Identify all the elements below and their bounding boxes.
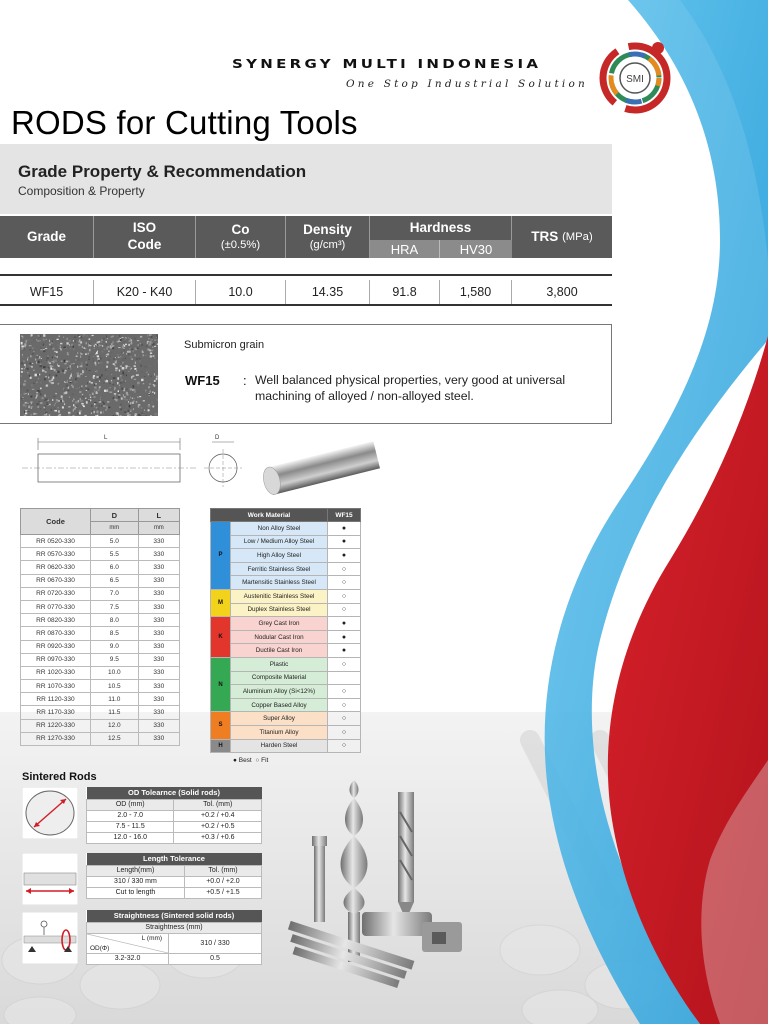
grade-table-row	[0, 280, 612, 304]
grain-grade: WF15	[185, 373, 220, 388]
rod-code-table	[20, 508, 180, 746]
code-cell-code: RR 0670-330	[21, 574, 91, 587]
code-cell-l: 330	[138, 600, 179, 613]
material-name: Super Alloy	[231, 712, 328, 726]
code-cell-d: 8.0	[91, 614, 139, 627]
code-row	[21, 587, 180, 600]
od-tolerance-table	[86, 787, 262, 844]
code-cell-code: RR 0570-330	[21, 548, 91, 561]
code-row	[21, 548, 180, 561]
code-cell-l: 330	[138, 561, 179, 574]
page-title: RODS for Cutting Tools	[11, 104, 358, 141]
recommendation-mark: ●	[328, 644, 361, 658]
code-cell-l: 330	[138, 535, 179, 548]
code-cell-d: 11.0	[91, 693, 139, 706]
tolerance-cell: Cut to length	[87, 887, 185, 898]
code-cell-l: 330	[138, 732, 179, 745]
code-row	[21, 614, 180, 627]
code-row	[21, 666, 180, 679]
tolerance-cell: +0.2 / +0.5	[174, 821, 262, 832]
code-cell-d: 5.0	[91, 535, 139, 548]
tolerance-cell: 12.0 - 16.0	[87, 832, 174, 843]
code-cell-d: 6.0	[91, 561, 139, 574]
diameter-label: D	[215, 435, 220, 441]
corner-od: OD(Φ)	[90, 944, 110, 952]
d-unit: mm	[91, 522, 139, 535]
material-name: Grey Cast Iron	[231, 617, 328, 631]
material-name: Plastic	[231, 657, 328, 671]
grain-colon: :	[243, 373, 247, 388]
legend	[233, 757, 268, 764]
code-cell-d: 10.5	[91, 680, 139, 693]
tolerance-cell: 7.5 - 11.5	[87, 821, 174, 832]
code-row	[21, 627, 180, 640]
od-col1: OD (mm)	[87, 799, 174, 810]
code-cell-d: 7.5	[91, 600, 139, 613]
code-cell-code: RR 1170-330	[21, 706, 91, 719]
code-cell-d: 6.5	[91, 574, 139, 587]
code-row	[21, 535, 180, 548]
material-name: Ferritic Stainless Steel	[231, 562, 328, 576]
code-cell-code: RR 0970-330	[21, 653, 91, 666]
tolerance-cell: +0.2 / +0.4	[174, 810, 262, 821]
code-cell-d: 12.0	[91, 719, 139, 732]
code-cell-d: 11.5	[91, 706, 139, 719]
tolerance-cell: 0.5	[169, 953, 262, 964]
cell-grade: WF15	[0, 280, 94, 304]
tolerance-cell: 2.0 - 7.0	[87, 810, 174, 821]
code-cell-code: RR 1220-330	[21, 719, 91, 732]
work-material-row	[211, 522, 361, 536]
col-hv30: HV30	[440, 240, 512, 258]
grain-micrograph	[20, 334, 158, 416]
code-cell-code: RR 0520-330	[21, 535, 91, 548]
cutting-tools-illustration	[262, 772, 492, 1002]
recommendation-mark: ○	[328, 576, 361, 590]
recommendation-mark: ○	[328, 603, 361, 617]
cell-iso: K20 - K40	[94, 280, 196, 304]
od-tolerance-diagram	[22, 787, 78, 839]
code-cell-code: RR 1020-330	[21, 666, 91, 679]
tolerance-cell: 3.2-32.0	[87, 953, 169, 964]
work-material-header: Work Material	[211, 509, 328, 522]
straightness-diagram	[22, 912, 78, 964]
code-cell-code: RR 0620-330	[21, 561, 91, 574]
work-material-row	[211, 644, 361, 658]
grade-table-rule-top	[0, 274, 612, 276]
recommendation-mark: ○	[328, 712, 361, 726]
straightness-corner	[87, 933, 169, 953]
tolerance-row	[87, 887, 262, 898]
iso-group-letter: S	[211, 712, 231, 739]
legend-best: ● Best	[233, 757, 252, 764]
code-row	[21, 706, 180, 719]
code-cell-l: 330	[138, 719, 179, 732]
code-cell-l: 330	[138, 680, 179, 693]
length-tolerance-diagram	[22, 853, 78, 905]
code-cell-l: 330	[138, 614, 179, 627]
material-name: Composite Material	[231, 671, 328, 685]
tolerance-row	[87, 953, 262, 964]
code-cell-code: RR 0770-330	[21, 600, 91, 613]
l-header: L	[138, 509, 179, 522]
code-cell-code: RR 0720-330	[21, 587, 91, 600]
work-material-row	[211, 671, 361, 685]
corner-length: L (mm)	[141, 934, 163, 942]
work-material-row	[211, 549, 361, 563]
code-cell-d: 8.5	[91, 627, 139, 640]
tolerance-cell: +0.5 / +1.5	[184, 887, 261, 898]
grade-table-rule-bottom	[0, 304, 612, 306]
recommendation-mark: ○	[328, 685, 361, 699]
material-name: Nodular Cast Iron	[231, 630, 328, 644]
col-density: Density (g/cm³)	[286, 216, 370, 258]
straightness-subcaption: Straightness (mm)	[87, 922, 262, 933]
code-row	[21, 640, 180, 653]
work-material-row	[211, 739, 361, 753]
code-cell-code: RR 0820-330	[21, 614, 91, 627]
work-material-row	[211, 685, 361, 699]
col-grade: Grade	[0, 216, 94, 258]
material-name: Duplex Stainless Steel	[231, 603, 328, 617]
iso-group-letter: M	[211, 589, 231, 616]
col-co: Co (±0.5%)	[196, 216, 286, 258]
tolerance-row	[87, 821, 262, 832]
code-row	[21, 693, 180, 706]
length-label: L	[104, 435, 108, 441]
code-cell-l: 330	[138, 666, 179, 679]
material-name: Aluminium Alloy (Si<12%)	[231, 685, 328, 699]
length-tolerance-caption: Length Tolerance	[87, 853, 262, 865]
recommendation-mark: ●	[328, 617, 361, 631]
iso-group-letter: H	[211, 739, 231, 753]
material-name: Low / Medium Alloy Steel	[231, 535, 328, 549]
company-name: SYNERGY MULTI INDONESIA	[232, 56, 542, 72]
recommendation-mark: ○	[328, 562, 361, 576]
code-row	[21, 680, 180, 693]
work-material-row	[211, 630, 361, 644]
code-cell-code: RR 0870-330	[21, 627, 91, 640]
rod-dimension-drawing	[18, 432, 388, 502]
work-material-row	[211, 698, 361, 712]
recommendation-mark	[328, 671, 361, 685]
code-cell-l: 330	[138, 693, 179, 706]
material-name: Titanium Alloy	[231, 725, 328, 739]
code-cell-l: 330	[138, 548, 179, 561]
legend-fit: ○ Fit	[255, 757, 269, 764]
code-row	[21, 600, 180, 613]
code-cell-l: 330	[138, 706, 179, 719]
recommendation-mark: ○	[328, 589, 361, 603]
tolerance-row	[87, 876, 262, 887]
logo-text: SMI	[626, 74, 644, 85]
work-material-row	[211, 617, 361, 631]
grain-label: Submicron grain	[184, 339, 265, 351]
d-header: D	[91, 509, 139, 522]
od-col2: Tol. (mm)	[174, 799, 262, 810]
work-material-table	[210, 508, 361, 753]
grade-section-subtitle: Composition & Property	[18, 184, 145, 198]
code-row	[21, 732, 180, 745]
iso-group-letter: K	[211, 617, 231, 658]
l-unit: mm	[138, 522, 179, 535]
col-hra: HRA	[370, 240, 440, 258]
material-name: Martensitic Stainless Steel	[231, 576, 328, 590]
straightness-col: 310 / 330	[169, 933, 262, 953]
col-hardness: Hardness	[370, 216, 512, 240]
company-tagline: One Stop Industrial Solution	[346, 78, 588, 90]
work-material-row	[211, 562, 361, 576]
work-material-row	[211, 603, 361, 617]
code-cell-d: 10.0	[91, 666, 139, 679]
straightness-table	[86, 910, 262, 965]
od-tolerance-caption: OD Tolearnce (Solid rods)	[87, 787, 262, 799]
tolerance-cell: +0.0 / +2.0	[184, 876, 261, 887]
straightness-caption: Straightness (Sintered solid rods)	[87, 910, 262, 922]
work-material-row	[211, 657, 361, 671]
cell-hra: 91.8	[370, 280, 440, 304]
iso-group-letter: N	[211, 657, 231, 711]
iso-group-letter: P	[211, 522, 231, 590]
tolerance-row	[87, 832, 262, 843]
material-name: High Alloy Steel	[231, 549, 328, 563]
work-material-row	[211, 535, 361, 549]
code-cell-l: 330	[138, 640, 179, 653]
grain-description: Well balanced physical properties, very good at universal machining of alloyed / non-alloyed steel.	[255, 373, 566, 403]
code-cell-l: 330	[138, 653, 179, 666]
code-row	[21, 719, 180, 732]
tolerance-cell: +0.3 / +0.6	[174, 832, 262, 843]
grade-section-title: Grade Property & Recommendation	[18, 162, 307, 181]
code-cell-code: RR 1120-330	[21, 693, 91, 706]
work-material-row	[211, 712, 361, 726]
recommendation-mark: ●	[328, 630, 361, 644]
length-col1: Length(mm)	[87, 865, 185, 876]
code-cell-d: 12.5	[91, 732, 139, 745]
recommendation-mark: ●	[328, 549, 361, 563]
cell-co: 10.0	[196, 280, 286, 304]
material-name: Non Alloy Steel	[231, 522, 328, 536]
recommendation-mark: ○	[328, 725, 361, 739]
col-trs: TRS (MPa)	[531, 228, 593, 244]
code-cell-d: 9.0	[91, 640, 139, 653]
recommendation-mark: ○	[328, 739, 361, 753]
col-iso: ISO Code	[94, 216, 196, 258]
recommendation-mark: ○	[328, 698, 361, 712]
code-header: Code	[21, 509, 91, 535]
recommendation-mark: ●	[328, 522, 361, 536]
length-col2: Tol. (mm)	[184, 865, 261, 876]
material-name: Ductile Cast Iron	[231, 644, 328, 658]
code-row	[21, 574, 180, 587]
tolerance-cell: 310 / 330 mm	[87, 876, 185, 887]
grade-table	[0, 216, 612, 306]
recommendation-mark: ○	[328, 657, 361, 671]
code-cell-l: 330	[138, 587, 179, 600]
tolerance-row	[87, 810, 262, 821]
work-material-row	[211, 589, 361, 603]
material-name: Austenitic Stainless Steel	[231, 589, 328, 603]
length-tolerance-table	[86, 853, 262, 899]
code-cell-d: 5.5	[91, 548, 139, 561]
code-cell-code: RR 1270-330	[21, 732, 91, 745]
material-name: Copper Based Alloy	[231, 698, 328, 712]
wf15-header: WF15	[328, 509, 361, 522]
code-cell-d: 7.0	[91, 587, 139, 600]
code-row	[21, 561, 180, 574]
code-cell-l: 330	[138, 574, 179, 587]
cell-trs: 3,800	[546, 285, 578, 299]
material-name: Harden Steel	[231, 739, 328, 753]
work-material-row	[211, 725, 361, 739]
recommendation-mark: ●	[328, 535, 361, 549]
code-cell-d: 9.5	[91, 653, 139, 666]
cell-density: 14.35	[286, 280, 370, 304]
sintered-rods-title: Sintered Rods	[22, 771, 97, 783]
smi-logo	[596, 38, 674, 116]
work-material-row	[211, 576, 361, 590]
code-row	[21, 653, 180, 666]
grade-table-header	[0, 216, 612, 258]
cell-hv30: 1,580	[440, 280, 512, 304]
code-cell-code: RR 1070-330	[21, 680, 91, 693]
code-cell-code: RR 0920-330	[21, 640, 91, 653]
code-cell-l: 330	[138, 627, 179, 640]
